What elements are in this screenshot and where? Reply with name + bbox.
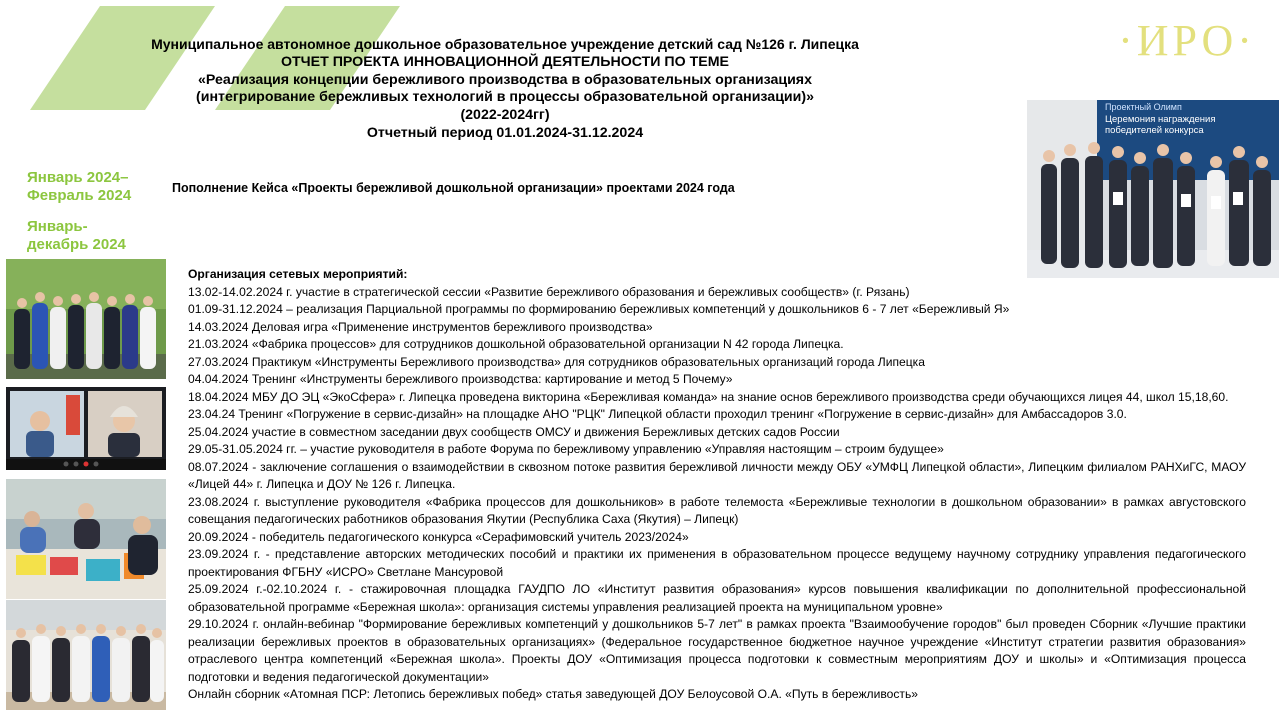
period-label-jan-dec: Январь- декабрь 2024 bbox=[27, 218, 126, 253]
banner-line3: победителей конкурса bbox=[1105, 125, 1204, 136]
award-ceremony-photo bbox=[1027, 100, 1279, 278]
event-item: 14.03.2024 Деловая игра «Применение инструментов бережливого производства» bbox=[188, 319, 653, 334]
period-label-jan-feb: Январь 2024– Февраль 2024 bbox=[27, 169, 132, 204]
event-item: 23.08.2024 г. выступление руководителя «Фабрика процессов для дошкольников» в работе телемоста «Бережливые технологии в дошкольном образовании» в рамках августовского совещания педагогических работников образования Якутии (Республика Саха (Якутия) – Липецк) bbox=[188, 494, 1246, 526]
event-item: 25.04.2024 участие в совместном заседании двух сообществ ОМСУ и движения Бережливых детских садов России bbox=[188, 424, 840, 439]
video-conference-photo bbox=[6, 387, 166, 470]
banner-line1: Проектный Олимп bbox=[1105, 102, 1182, 112]
event-item: 13.02-14.02.2024 г. участие в стратегической сессии «Развитие бережливого образования и бережливых сообществ» (г. Рязань) bbox=[188, 284, 910, 299]
event-item: 23.04.24 Тренинг «Погружение в сервис-дизайн» на площадке АНО "РЦК" Липецкой области проходил тренинг «Погружение в сервис-дизайн» для Амбассадоров 3.0. bbox=[188, 407, 1127, 421]
event-item: 29.10.2024 г. онлайн-вебинар "Формирование бережливых компетенций у дошкольников 5-7 лет" в рамках проекта "Взаимообучение городов" был проведен Сборник «Лучшие практики реализации бережливых проектов в образовательных организациях» (Федеральное государственное бюджетное научное учреждение «Институт стратегии развития образования» отраслевого центра компетенций «Бережная школа». Проекты ДОУ «Оптимизация процесса подготовки к совместным мероприятиям ДОУ и школы» и «Оптимизация процесса подготовки и ведения педагогической документации» bbox=[188, 617, 1246, 684]
group-photo-1 bbox=[6, 259, 166, 379]
report-header bbox=[60, 36, 950, 143]
institution-name: Муниципальное автономное дошкольное образовательное учреждение детский сад №126 г. Липецка bbox=[151, 36, 859, 52]
event-item: 18.04.2024 МБУ ДО ЭЦ «ЭкоСфера» г. Липецка проведена викторина «Бережливая команда» на знание основ бережливого производства среди обучающихся лицея 44, школ 15,18,60. bbox=[188, 389, 1229, 404]
report-topic-line2: (интегрирование бережливых технологий в процессы образовательной организации)» bbox=[196, 89, 814, 106]
report-years: (2022-2024гг) bbox=[460, 107, 550, 124]
event-item: Онлайн сборник «Атомная ПСР: Летопись бережливых побед» статья заведующей ДОУ Белоусовой О.А. «Путь в бережливость» bbox=[188, 687, 918, 701]
teachers-table-photo bbox=[6, 479, 166, 599]
banner-line2: Церемония награждения bbox=[1105, 114, 1216, 125]
event-item: 25.09.2024 г.-02.10.2024 г. - стажировочная площадка ГАУДПО ЛО «Институт развития образования» курсов повышения квалификации по дополнительной профессиональной образовательной программе «Бережная школа»: организация системы управления реализацией проекта на муниципальном уровне» bbox=[188, 582, 1246, 614]
event-item: 20.09.2024 - победитель педагогического конкурса «Серафимовский учитель 2023/2024» bbox=[188, 529, 689, 544]
network-events-section bbox=[188, 266, 1246, 704]
report-title: ОТЧЕТ ПРОЕКТА ИННОВАЦИОННОЙ ДЕЯТЕЛЬНОСТИ ПО ТЕМЕ bbox=[280, 53, 730, 70]
event-item: 04.04.2024 Тренинг «Инструменты бережливого производства: картирование и метод 5 Почему» bbox=[188, 372, 733, 386]
event-item: 08.07.2024 - заключение соглашения о взаимодействии в сквозном потоке развития бережливой личности между ОБУ «УМФЦ Липецкой области», Липецким филиалом РАНХиГС, МАОУ «Лицей 44» г. Липецка и ДОУ № 126 г. Липецка. bbox=[188, 459, 1246, 491]
event-item: 01.09-31.12.2024 – реализация Парциальной программы по формированию бережливых компетенций у дошкольников 6 - 7 лет «Бережливый Я» bbox=[188, 302, 1010, 316]
report-topic-line1: «Реализация концепции бережливого производства в образовательных организациях bbox=[198, 71, 812, 88]
event-item: 23.09.2024 г. - представление авторских методических пособий и практики их применения в образовательном процессе ведущему научному сотруднику управления педагогического проектирования ФГБНУ «ИСРО» Светлане Мансуровой bbox=[188, 547, 1246, 579]
event-item: 21.03.2024 «Фабрика процессов» для сотрудников дошкольной образовательной организации N 42 города Липецка. bbox=[188, 337, 844, 351]
events-title: Организация сетевых мероприятий: bbox=[188, 267, 408, 281]
iro-logo: ·ИРО· bbox=[1118, 16, 1256, 65]
case-subtitle: Пополнение Кейса «Проекты бережливой дошкольной организации» проектами 2024 года bbox=[172, 181, 735, 195]
report-period: Отчетный период 01.01.2024-31.12.2024 bbox=[366, 124, 644, 141]
event-item: 29.05-31.05.2024 гг. – участие руководителя в работе Форума по бережливому управлению «Управляя настоящим – строим будущее» bbox=[188, 442, 944, 456]
group-photo-2 bbox=[6, 600, 166, 710]
event-item: 27.03.2024 Практикум «Инструменты Бережливого производства» для сотрудников образовательных организаций города Липецка bbox=[188, 354, 925, 369]
